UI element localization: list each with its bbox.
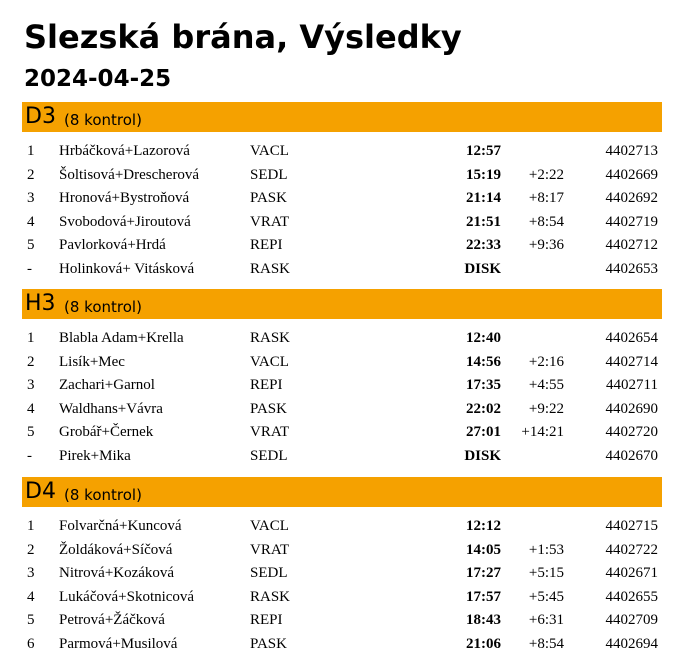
result-row xyxy=(0,562,674,585)
result-time: 27:01 xyxy=(466,424,501,440)
chip-number: 4402720 xyxy=(605,424,658,440)
team-name: Nitrová+Kozáková xyxy=(59,565,175,581)
time-loss: +6:31 xyxy=(528,612,564,628)
result-row xyxy=(0,445,674,468)
club-code: VRAT xyxy=(250,424,290,440)
result-row xyxy=(0,515,674,538)
club-code: SEDL xyxy=(250,447,288,464)
event-date: 2024-04-25 xyxy=(24,66,172,92)
time-loss: +9:36 xyxy=(528,237,564,253)
club-code: PASK xyxy=(250,190,287,206)
page-title: Slezská brána, Výsledky xyxy=(24,18,462,56)
chip-number: 4402655 xyxy=(605,588,658,605)
chip-number: 4402670 xyxy=(605,447,658,464)
chip-number: 4402690 xyxy=(605,400,658,417)
result-row xyxy=(0,633,674,656)
team-name: Folvarčná+Kuncová xyxy=(59,518,182,534)
chip-number: 4402669 xyxy=(605,166,658,183)
time-loss: +8:54 xyxy=(528,635,564,652)
club-code: SEDL xyxy=(250,166,288,183)
result-position: 1 xyxy=(27,518,35,534)
team-name: Hrbáčková+Lazorová xyxy=(59,143,190,159)
class-header-d3 xyxy=(22,102,662,132)
chip-number: 4402713 xyxy=(605,143,658,159)
team-name: Hronová+Bystroňová xyxy=(59,190,190,206)
chip-number: 4402722 xyxy=(605,541,658,558)
result-time: 14:05 xyxy=(466,541,501,558)
result-row xyxy=(0,211,674,234)
result-position: 3 xyxy=(27,377,35,393)
result-time: 21:51 xyxy=(466,213,501,230)
team-name: Zachari+Garnol xyxy=(59,377,155,393)
result-time: 15:19 xyxy=(466,166,501,183)
result-time: 12:40 xyxy=(466,330,501,346)
class-header-d4 xyxy=(22,477,662,507)
class-name: D3 xyxy=(25,104,56,129)
time-loss: +4:55 xyxy=(528,377,564,393)
team-name: Lukáčová+Skotnicová xyxy=(59,588,195,605)
result-time: 14:56 xyxy=(466,353,501,370)
result-row xyxy=(0,609,674,632)
result-row xyxy=(0,374,674,397)
time-loss: +5:45 xyxy=(528,588,564,605)
time-loss: +2:16 xyxy=(528,353,564,370)
club-code: REPI xyxy=(250,612,283,628)
team-name: Petrová+Žáčková xyxy=(59,612,165,628)
time-loss: +9:22 xyxy=(528,400,564,417)
club-code: VACL xyxy=(250,143,289,159)
chip-number: 4402671 xyxy=(605,565,658,581)
chip-number: 4402711 xyxy=(606,377,658,393)
club-code: SEDL xyxy=(250,565,288,581)
result-time: 17:35 xyxy=(466,377,501,393)
chip-number: 4402715 xyxy=(605,518,658,534)
chip-number: 4402654 xyxy=(605,330,658,346)
result-position: 4 xyxy=(27,400,35,417)
club-code: VRAT xyxy=(250,213,290,230)
result-time: 21:14 xyxy=(466,190,501,206)
club-code: RASK xyxy=(250,588,291,605)
team-name: Blabla Adam+Krella xyxy=(59,330,184,346)
chip-number: 4402653 xyxy=(605,260,658,277)
result-position: 2 xyxy=(27,541,35,558)
chip-number: 4402692 xyxy=(605,190,658,206)
team-name: Žoldáková+Síčová xyxy=(59,541,173,558)
result-position: 4 xyxy=(27,588,35,605)
club-code: REPI xyxy=(250,377,283,393)
result-position: 4 xyxy=(27,213,35,230)
time-loss: +1:53 xyxy=(528,541,564,558)
result-position: 5 xyxy=(27,237,35,253)
team-name: Šoltisová+Drescherová xyxy=(59,166,200,183)
result-time: 12:57 xyxy=(466,143,501,159)
team-name: Holinková+ Vitásková xyxy=(59,260,195,277)
result-position: 5 xyxy=(27,612,35,628)
chip-number: 4402694 xyxy=(605,635,658,652)
result-time: DISK xyxy=(464,260,501,277)
time-loss: +2:22 xyxy=(528,166,564,183)
result-row xyxy=(0,421,674,444)
chip-number: 4402714 xyxy=(605,353,658,370)
club-code: RASK xyxy=(250,330,291,346)
team-name: Pavlorková+Hrdá xyxy=(59,237,166,253)
result-position: 3 xyxy=(27,565,35,581)
result-position: 3 xyxy=(27,190,35,206)
result-position: 5 xyxy=(27,424,35,440)
result-position: 6 xyxy=(27,635,35,652)
team-name: Grobář+Černek xyxy=(59,424,154,440)
result-position: 2 xyxy=(27,166,35,183)
result-time: 21:06 xyxy=(466,635,501,652)
chip-number: 4402719 xyxy=(605,213,658,230)
result-time: DISK xyxy=(464,447,501,464)
control-count: (8 kontrol) xyxy=(64,486,142,504)
class-header-h3 xyxy=(22,289,662,319)
result-time: 17:57 xyxy=(466,588,501,605)
result-row xyxy=(0,258,674,281)
result-time: 22:02 xyxy=(466,400,501,417)
result-row xyxy=(0,234,674,257)
chip-number: 4402712 xyxy=(605,237,658,253)
result-row xyxy=(0,140,674,163)
club-code: REPI xyxy=(250,237,283,253)
result-time: 17:27 xyxy=(466,565,501,581)
result-position: 1 xyxy=(27,330,35,346)
result-time: 12:12 xyxy=(466,518,501,534)
result-position: - xyxy=(27,447,32,464)
team-name: Waldhans+Vávra xyxy=(59,400,163,417)
team-name: Lisík+Mec xyxy=(59,353,125,370)
class-name: D4 xyxy=(25,479,56,504)
control-count: (8 kontrol) xyxy=(64,298,142,316)
club-code: RASK xyxy=(250,260,291,277)
result-row xyxy=(0,327,674,350)
club-code: PASK xyxy=(250,400,287,417)
result-time: 18:43 xyxy=(466,612,501,628)
time-loss: +14:21 xyxy=(521,424,564,440)
time-loss: +8:17 xyxy=(528,190,564,206)
club-code: VACL xyxy=(250,353,289,370)
team-name: Pirek+Mika xyxy=(59,447,131,464)
result-row xyxy=(0,398,674,421)
team-name: Svobodová+Jiroutová xyxy=(59,213,191,230)
control-count: (8 kontrol) xyxy=(64,111,142,129)
result-row xyxy=(0,164,674,187)
time-loss: +5:15 xyxy=(528,565,564,581)
result-position: 1 xyxy=(27,143,35,159)
result-time: 22:33 xyxy=(466,237,501,253)
club-code: PASK xyxy=(250,635,287,652)
chip-number: 4402709 xyxy=(605,612,658,628)
result-position: 2 xyxy=(27,353,35,370)
time-loss: +8:54 xyxy=(528,213,564,230)
result-row xyxy=(0,586,674,609)
club-code: VACL xyxy=(250,518,289,534)
result-row xyxy=(0,351,674,374)
team-name: Parmová+Musilová xyxy=(59,635,178,652)
result-row xyxy=(0,539,674,562)
result-position: - xyxy=(27,260,32,277)
class-name: H3 xyxy=(25,291,56,316)
club-code: VRAT xyxy=(250,541,290,558)
result-row xyxy=(0,187,674,210)
